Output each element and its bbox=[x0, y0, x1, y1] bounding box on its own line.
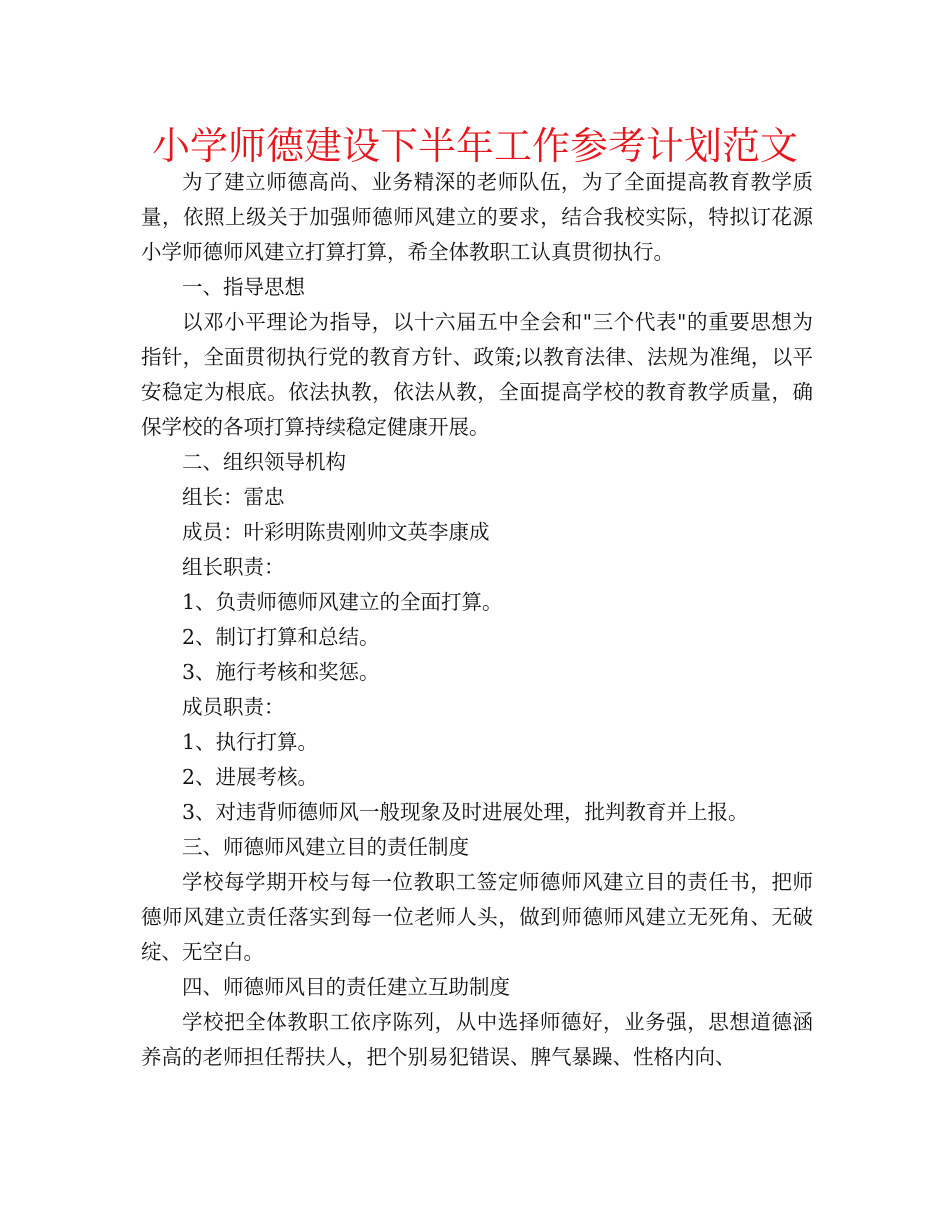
org-leader: 组长：雷忠 bbox=[182, 485, 285, 509]
leader-duties-heading: 组长职责： bbox=[182, 555, 285, 579]
heading-guiding-ideology: 一、指导思想 bbox=[182, 275, 305, 299]
document-body bbox=[141, 165, 813, 1075]
paragraph-guiding-ideology: 以邓小平理论为指导，以十六届五中全会和"三个代表"的重要思想为指针，全面贯彻执行党的教育方针、政策;以教育法律、法规为准绳，以平安稳定为根底。依法执教，依法从教，全面提高学校的教育教学质量，确保学校的各项打算持续稳定健康开展。 bbox=[141, 310, 813, 439]
leader-duty-item: 1、负责师德师风建立的全面打算。 bbox=[182, 590, 503, 614]
heading-responsibility-system: 三、师德师风建立目的责任制度 bbox=[182, 835, 469, 859]
leader-duty-item: 2、制订打算和总结。 bbox=[182, 625, 380, 649]
paragraph-responsibility-system: 学校每学期开校与每一位教职工签定师德师风建立目的责任书，把师德师风建立责任落实到每一位老师人头，做到师德师风建立无死角、无破绽、无空白。 bbox=[141, 870, 813, 964]
member-duty-item: 1、执行打算。 bbox=[182, 730, 319, 754]
member-duty-item: 2、进展考核。 bbox=[182, 765, 319, 789]
document-title: 小学师德建设下半年工作参考计划范文 bbox=[151, 124, 798, 168]
paragraph-mutual-aid-system: 学校把全体教职工依序陈列，从中选择师德好，业务强，思想道德涵养高的老师担任帮扶人，把个别易犯错误、脾气暴躁、性格内向、 bbox=[141, 1010, 813, 1069]
member-duties-heading: 成员职责： bbox=[182, 695, 285, 719]
leader-duty-item: 3、施行考核和奖惩。 bbox=[182, 660, 380, 684]
heading-mutual-aid-system: 四、师德师风目的责任建立互助制度 bbox=[182, 975, 510, 999]
org-members: 成员：叶彩明陈贵刚帅文英李康成 bbox=[182, 520, 490, 544]
member-duty-item: 3、对违背师德师风一般现象及时进展处理，批判教育并上报。 bbox=[182, 800, 749, 824]
heading-organization: 二、组织领导机构 bbox=[182, 450, 346, 474]
paragraph-intro: 为了建立师德高尚、业务精深的老师队伍，为了全面提高教育教学质量，依照上级关于加强师德师风建立的要求，结合我校实际，特拟订花源小学师德师风建立打算打算，希全体教职工认真贯彻执行。 bbox=[141, 170, 813, 264]
